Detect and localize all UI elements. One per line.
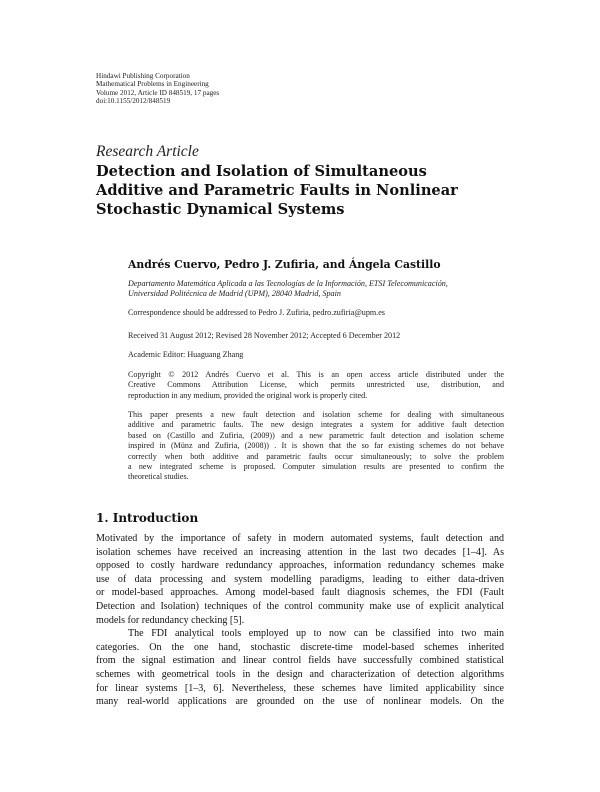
body-line: or model-based approaches. Among model-based fault diagnosis schemes, the FDI (Fault bbox=[96, 587, 504, 599]
body-line: opposed to costly hardware redundancy approaches, information redundancy schemes make bbox=[96, 560, 504, 572]
paper-title bbox=[96, 163, 516, 219]
affiliation-line: Departamento Matemática Aplicada a las Tecnologías de la Información, ETSI Telecomunicación, bbox=[128, 279, 448, 288]
dates bbox=[128, 331, 504, 341]
body-line: The FDI analytical tools employed up to now can be classified into two main bbox=[128, 628, 504, 640]
journal-line: Mathematical Problems in Engineering bbox=[96, 80, 209, 89]
dates-line: Received 31 August 2012; Revised 28 November 2012; Accepted 6 December 2012 bbox=[128, 331, 401, 340]
publisher-line: Hindawi Publishing Corporation bbox=[96, 72, 190, 80]
copyright-line: reproduction in any medium, provided the original work is properly cited. bbox=[128, 390, 368, 400]
abstract-line: inspired in (Münz and Zufiria, (2008)) . It is shown that the so far existing schemes do not behave bbox=[128, 441, 504, 451]
title-line: Stochastic Dynamical Systems bbox=[96, 200, 345, 218]
correspondence-line: Correspondence should be addressed to Pedro J. Zufiria, pedro.zufiria@upm.es bbox=[128, 308, 385, 317]
title-line: Additive and Parametric Faults in Nonlinear bbox=[96, 181, 458, 199]
body-line: Detection and Isolation) techniques of the control community make use of explicit analytical bbox=[96, 600, 504, 612]
affiliation bbox=[128, 279, 504, 300]
body-line: Motivated by the importance of safety in modern automated systems, fault detection and bbox=[96, 533, 504, 544]
affiliation-line: Universidad Politécnica de Madrid (UPM), 28040 Madrid, Spain bbox=[128, 289, 341, 299]
abstract-line: a new integrated scheme is proposed. Computer simulation results are presented to confirm the bbox=[128, 462, 504, 472]
article-type: Research Article bbox=[96, 143, 199, 160]
title-line: Detection and Isolation of Simultaneous bbox=[96, 163, 427, 180]
volume-line: Volume 2012, Article ID 848519, 17 pages bbox=[96, 88, 220, 97]
body-line: many real-world applications are grounded on the use of nonlinear models. On the bbox=[96, 696, 504, 708]
copyright-line: Copyright © 2012 Andrés Cuervo et al. This is an open access article distributed under the bbox=[128, 370, 504, 379]
copyright-notice bbox=[128, 370, 504, 401]
body-line: isolation schemes have received an increasing attention in the last two decades [1–4]. As bbox=[96, 546, 504, 558]
copyright-line: Creative Commons Attribution License, which permits unrestricted use, distribution, and bbox=[128, 380, 504, 390]
author-list: Andrés Cuervo, Pedro J. Zufiria, and Ángela Castillo bbox=[128, 258, 441, 271]
abstract-line: based on (Castillo and Zufiria, (2009)) and a new parametric fault detection and isolation scheme bbox=[128, 430, 504, 440]
body-line: categories. On the one hand, stochastic discrete-time model-based schemes inherited bbox=[96, 641, 504, 653]
journal-header bbox=[96, 72, 396, 106]
body-text bbox=[96, 532, 504, 709]
doi-line[interactable]: doi:10.1155/2012/848519 bbox=[96, 97, 171, 106]
body-line: from the signal estimation and linear control fields have successfully combined statistical bbox=[96, 655, 504, 667]
body-line: for linear systems [1–3, 6]. Nevertheless, these schemes have limited applicability since bbox=[96, 682, 504, 694]
abstract bbox=[128, 410, 504, 483]
correspondence bbox=[128, 308, 504, 318]
body-line: schemes with geometrical tools in the design and characterization of detection algorithms bbox=[96, 668, 504, 680]
section-heading: 1. Introduction bbox=[96, 511, 199, 525]
abstract-line: This paper presents a new fault detection and isolation scheme for dealing with simultaneous bbox=[128, 410, 504, 419]
abstract-line: additive and parametric faults. The new design integrates a system for additive fault detection bbox=[128, 420, 504, 430]
body-line: use of data processing and system modelling paradigms, leading to either data-driven bbox=[96, 573, 504, 585]
abstract-line: correctly when both additive and parametric faults occur simultaneously; to solve the problem bbox=[128, 451, 504, 461]
editor-line: Academic Editor: Huaguang Zhang bbox=[128, 350, 244, 359]
abstract-line: theoretical studies. bbox=[128, 472, 189, 482]
academic-editor bbox=[128, 350, 504, 360]
body-line: models for redundancy checking [5]. bbox=[96, 614, 245, 626]
